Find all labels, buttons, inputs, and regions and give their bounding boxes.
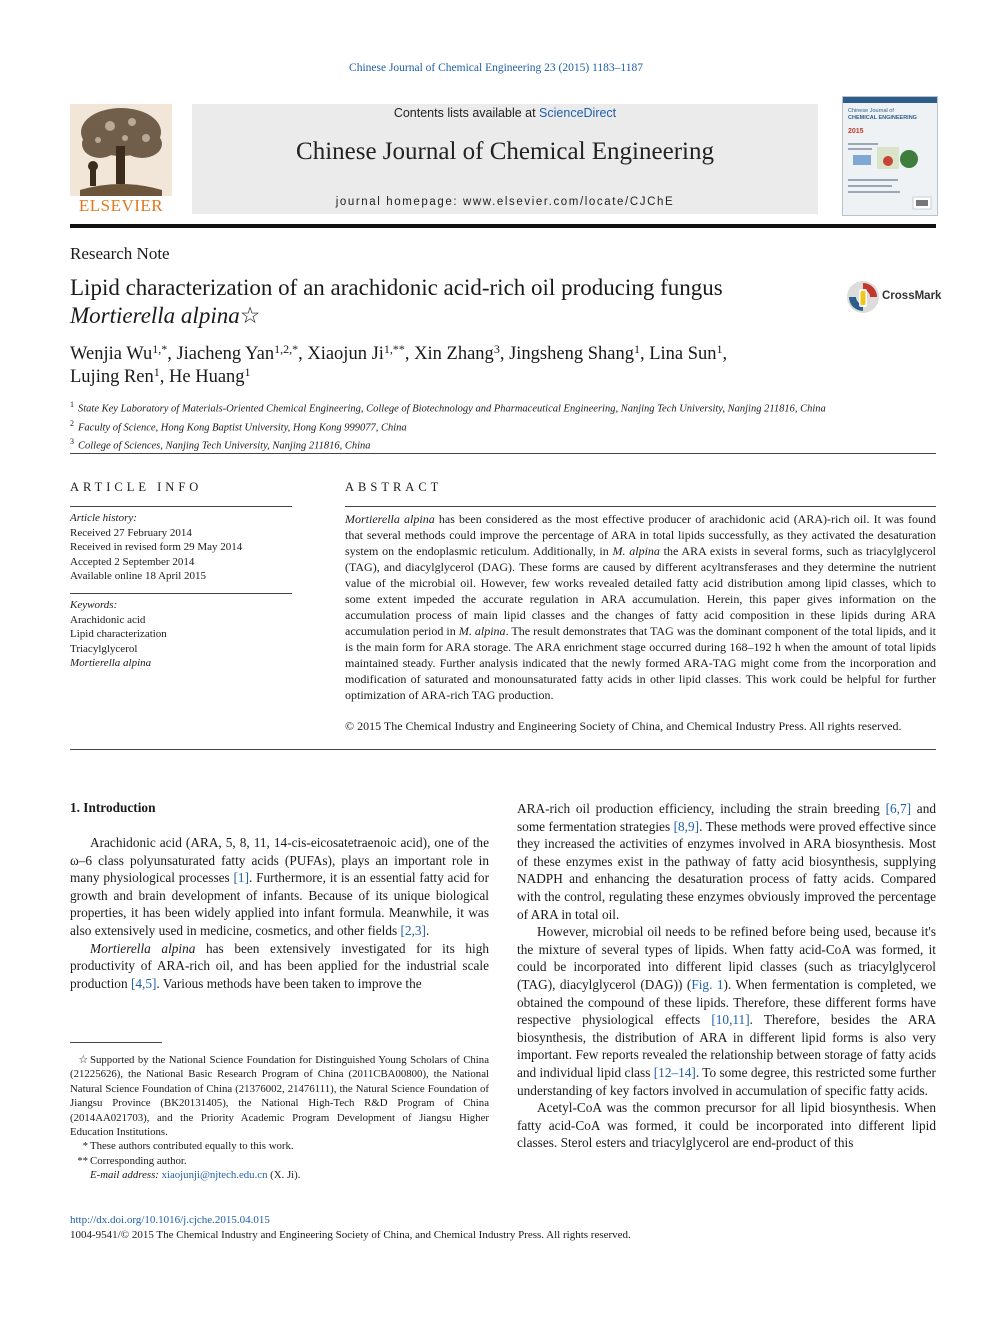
affiliation-number: 2 [70, 418, 74, 428]
author-separator: , [298, 344, 308, 364]
keywords-caption: Keywords: [70, 599, 118, 611]
footnote-text: Corresponding author. [90, 1154, 187, 1167]
species-name: Mortierella alpina [90, 940, 196, 956]
author-name: Lujing Ren [70, 367, 154, 387]
citation-link[interactable]: [10,11] [711, 1012, 750, 1028]
body-column-right [517, 800, 936, 1152]
keyword-item: Arachidonic acid [70, 613, 146, 626]
author-affil-ref[interactable]: 1 [153, 365, 160, 379]
history-caption: Article history: [70, 512, 137, 524]
author-list [70, 343, 930, 389]
keyword-item: Triacylglycerol [70, 642, 138, 655]
footnote-symbol: * [82, 1140, 88, 1153]
cover-title-line2: CHEMICAL ENGINEERING [848, 115, 917, 121]
author-affil-ref[interactable]: 1,* [152, 342, 168, 356]
abstract-species: M. alpina [458, 624, 506, 638]
contents-line [192, 106, 818, 120]
figure-link[interactable]: Fig. 1 [691, 976, 724, 992]
author-separator: , [722, 344, 728, 364]
abstract-heading: ABSTRACT [345, 480, 443, 494]
homepage-link[interactable]: www.elsevier.com/locate/CJChE [462, 196, 675, 208]
author-affil-ref[interactable]: 1,** [383, 342, 405, 356]
affiliation-3 [70, 435, 936, 454]
text-segment: ARA-rich oil production efficiency, including the strain breeding [517, 801, 886, 816]
author-affil-ref[interactable]: 1 [716, 342, 723, 356]
affiliation-text: Faculty of Science, Hong Kong Baptist University, Hong Kong 999077, China [78, 422, 407, 433]
funding-footnote [70, 1053, 489, 1139]
crossmark-label: CrossMark [882, 290, 942, 302]
text-segment: Arachidonic acid (ARA, 5, 8, 11, 14-cis-eicosatetraenoic acid), one of the ω–6 class polyunsaturated fatty acids (PUFAs), plays an important role in many physiological processes [70, 835, 489, 886]
author-affil-ref[interactable]: 1 [244, 365, 251, 379]
author-affil-ref[interactable]: 3 [493, 342, 500, 356]
email-label: E-mail address: [90, 1169, 162, 1182]
citation-link[interactable]: [8,9] [673, 818, 700, 834]
divider [70, 749, 936, 750]
history-accepted: Accepted 2 September 2014 [70, 555, 195, 568]
doi-link[interactable]: http://dx.doi.org/10.1016/j.cjche.2015.04.015 [70, 1214, 270, 1226]
crossmark-icon [846, 280, 880, 314]
footnote-rule [70, 1042, 162, 1043]
history-revised: Received in revised form 29 May 2014 [70, 541, 243, 553]
text-segment: has been extensively investigated for its high productivity of ARA-rich oil, and has been applied for the industrial scale production [70, 940, 489, 991]
equal-contribution-footnote [70, 1139, 489, 1153]
divider [345, 506, 936, 507]
footnote-symbol: ☆ [78, 1054, 88, 1066]
elsevier-logo[interactable] [70, 104, 172, 216]
citation-link[interactable]: [2,3] [400, 922, 426, 938]
divider [70, 453, 936, 454]
journal-cover-image-icon [843, 97, 937, 215]
author-separator: , [159, 367, 170, 387]
citation-link[interactable]: [4,5] [130, 975, 157, 991]
footnote-text: Supported by the National Science Foundation for Distinguished Young Scholars of China (21225626), the National Basic Research Program of China (2011CBA00800), the National Natural Science Foundation of China (21376002, 21476111), the Natural Science Foundation of Jiangsu Province (BK20131405), the National High-Tech R&D Program of China (2014AA021703), and the Priority Academic Program Development of Jiangsu Higher Education Institutions. [70, 1054, 489, 1139]
author-ji[interactable] [307, 344, 405, 364]
article-info-heading: ARTICLE INFO [70, 480, 203, 494]
footnote-symbol: ** [77, 1154, 88, 1167]
crossmark-badge[interactable] [846, 280, 942, 316]
divider [70, 506, 292, 507]
author-zhang[interactable] [414, 344, 500, 364]
history-online: Available online 18 April 2015 [70, 570, 207, 582]
paragraph [70, 940, 489, 993]
author-name: He Huang [169, 367, 245, 387]
journal-cover-thumbnail[interactable] [842, 96, 938, 216]
author-separator: , [639, 344, 650, 364]
abstract-species: M. alpina [612, 544, 660, 558]
elsevier-tree-icon [70, 104, 172, 196]
affiliation-text: College of Sciences, Nanjing Tech University, Nanjing 211816, China [78, 440, 371, 452]
citation-link[interactable]: [6,7] [885, 801, 912, 816]
elsevier-wordmark: ELSEVIER [78, 196, 164, 215]
author-name: Jingsheng Shang [509, 344, 634, 364]
abstract-segment: the ARA exists in several forms, such as triacylglycerol (TAG), and diacylglycerol (DAG). These forms are caused by different acyltransferases and they determine the nutrient value of the microbial oil. However, few works revealed detailed fatty acid distribution among lipid classes, which to some extent impeded the accurate regulation in ARA accumulation. Herein, this paper gives information on the accumulation process of main lipid classes and the changes of fatty acid composition in these lipids during ARA accumulation period in [345, 544, 936, 638]
author-affil-ref[interactable]: 1,2,* [274, 342, 299, 356]
sciencedirect-link[interactable]: ScienceDirect [539, 106, 617, 120]
title-species: Mortierella alpina [70, 303, 240, 328]
author-separator: , [404, 344, 415, 364]
author-yan[interactable] [176, 344, 298, 364]
email-suffix: (X. Ji). [267, 1169, 301, 1182]
article-title [70, 274, 810, 330]
cover-year: 2015 [848, 128, 864, 135]
journal-homepage [192, 196, 818, 208]
paragraph [517, 923, 936, 1099]
footnote-text: These authors contributed equally to this work. [90, 1140, 294, 1153]
email-footnote [70, 1168, 489, 1182]
affiliation-1 [70, 398, 936, 417]
journal-title[interactable]: Chinese Journal of Chemical Engineering [296, 138, 714, 165]
affiliations [70, 398, 936, 454]
paragraph: Acetyl-CoA was the common precursor for all lipid biosynthesis. When fatty acid-CoA was formed, it could be incorporated into different lipid classes. Sterol esters and triacylglycerol are end-product of this [517, 1100, 936, 1151]
issn-copyright: 1004-9541/© 2015 The Chemical Industry and Engineering Society of China, and Chemical Industry Press. All rights reserved. [70, 1229, 631, 1241]
author-separator: , [499, 344, 510, 364]
homepage-label: journal homepage: [335, 196, 463, 208]
author-name: Xiaojun Ji [307, 344, 384, 364]
author-sun[interactable] [649, 344, 722, 364]
header-rule [70, 224, 936, 228]
text-segment: and some fermentation strategies [517, 801, 936, 834]
citation-link[interactable]: [1] [233, 870, 250, 886]
abstract-segment: has been considered as the most effective producer of arachidonic acid (ARA)-rich oil. It was found that several methods could improve the percentage of ARA in total lipids successfully, as they activated the desaturation system on the endoplasmic reticulum. Additionally, in [345, 512, 936, 558]
text-segment: ). When fermentation is completed, we obtained the compound of these lipids. Therefore, these different forms have respective physiological effects [517, 976, 936, 1028]
text-segment: . Furthermore, it is an essential fatty acid for growth and brain development of infants. Because of its unique biological properties, it has been widely applied into infant formula. Meanwhile, it was also extensively used in medicine, cosmetics, and other fields [70, 870, 489, 938]
author-ren[interactable] [70, 367, 160, 387]
footnotes [70, 1053, 489, 1183]
keywords [70, 598, 292, 671]
text-segment: . Therefore, besides the ARA biosynthesis, the distribution of ARA in different lipid forms is also very important. Few reports revealed the relationship between storage of fatty acids and individual lipid class [517, 1012, 936, 1080]
text-segment: . These methods were proved effective since they increased the activities of enzymes involved in ARA biosynthesis. Most of these enzymes exist in the pathway of fatty acid biosynthesis, supplying NADPH and enhancing the desaturation process of fatty acids. Compared with the control, regulating these enzymes obviously improved the percentage of ARA in total oil. [517, 818, 936, 922]
affiliation-number: 3 [70, 437, 74, 446]
journal-banner [192, 104, 818, 214]
history-received: Received 27 February 2014 [70, 526, 192, 539]
author-separator: , [167, 344, 177, 364]
text-segment: However, microbial oil needs to be refined before being used, because it's the mixture of several types of lipids. When fatty acid-CoA was formed, it could be incorporated into different lipid classes (such as triacylglycerol (TAG), diacylglycerol (DAG)) ( [517, 924, 936, 992]
author-name: Lina Sun [649, 344, 717, 364]
author-wu[interactable] [70, 344, 167, 364]
affiliation-text: State Key Laboratory of Materials-Oriented Chemical Engineering, College of Biotechnology and Pharmaceutical Engineering, Nanjing Tech University, Nanjing 211816, China [78, 403, 826, 415]
corresponding-author-footnote [70, 1154, 489, 1168]
body-column-left [70, 834, 489, 992]
text-segment: . To some degree, this restricted some further understanding of key factors involved in accumulation of specific fatty acids. [517, 1064, 936, 1098]
email-link[interactable]: xiaojunji@njtech.edu.cn [161, 1169, 268, 1182]
author-name: Xin Zhang [414, 344, 494, 364]
section-heading-introduction: 1. Introduction [70, 800, 156, 815]
affiliation-number: 1 [70, 400, 74, 409]
author-shang[interactable] [509, 344, 640, 364]
journal-citation[interactable]: Chinese Journal of Chemical Engineering 23 (2015) 1183–1187 [349, 62, 643, 74]
contents-prefix: Contents lists available at [393, 106, 540, 120]
divider [70, 593, 292, 594]
abstract-text [345, 511, 936, 703]
keyword-item: Lipid characterization [70, 628, 167, 640]
affiliation-2 [70, 417, 936, 436]
article-type: Research Note [70, 244, 170, 263]
article-history [70, 511, 292, 584]
abstract-copyright: © 2015 The Chemical Industry and Engineering Society of China, and Chemical Industry Press. All rights reserved. [345, 719, 902, 733]
text-segment: . Various methods have been taken to improve the [156, 975, 422, 991]
title-footnote-star[interactable]: ☆ [239, 303, 261, 328]
paragraph [517, 800, 936, 923]
paragraph [70, 834, 489, 940]
author-name: Jiacheng Yan [176, 344, 275, 364]
author-affil-ref[interactable]: 1 [633, 342, 640, 356]
abstract-species: Mortierella alpina [345, 512, 435, 526]
text-segment: . [425, 922, 430, 938]
title-line-1: Lipid characterization of an arachidonic acid-rich oil producing fungus [70, 275, 723, 300]
keyword-item: Mortierella alpina [70, 657, 152, 669]
citation-link[interactable]: [12–14] [653, 1064, 696, 1080]
author-huang[interactable] [169, 367, 251, 387]
author-name: Wenjia Wu [70, 344, 153, 364]
cover-title-line1: Chinese Journal of [848, 108, 894, 114]
abstract-segment: . The result demonstrates that TAG was the dominant component of the total lipids, and it is the main form for ARA storage. The ARA enrichment stage occurred during 168–192 h when the amount of total lipids maintained steady. Further analysis indicated that the newly formed ARA-TAG might come from the incorporation and modification of saturated and monounsaturated fatty acids in other lipid classes. This work could be helpful for further optimization of ARA-rich TAG production. [345, 624, 937, 702]
